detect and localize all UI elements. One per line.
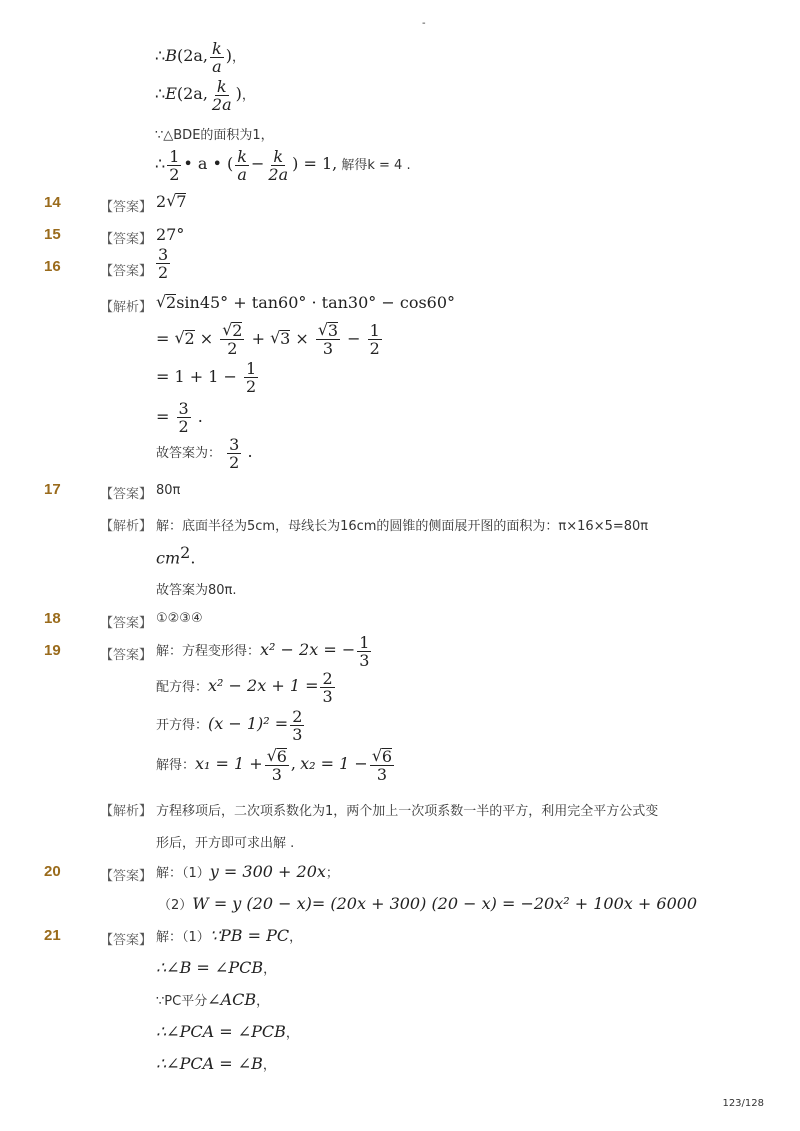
- q16-conclusion: 故答案为： $\frac{3}{2}$ .: [156, 435, 253, 472]
- q21-line-5: ∴∠PCA = ∠B，: [156, 1054, 276, 1073]
- q19-line-2: 配方得：x² − 2x + 1 = $\frac{2}{3}$: [156, 669, 333, 706]
- question-number-15: 15: [44, 226, 61, 243]
- math-text: ) = 1,: [292, 154, 338, 173]
- q17-analysis-2: $cm^2$.: [156, 543, 196, 568]
- prev-line-1: [155, 40, 245, 75]
- fraction: $\frac{k}{2a}$: [211, 77, 232, 114]
- question-number-18: 18: [44, 610, 61, 627]
- answer-tag: 【答案】: [100, 869, 153, 884]
- q17-conclusion: 故答案为80π.: [156, 583, 237, 598]
- answer-tag: 【答案】: [100, 487, 153, 502]
- q20-line-1: 解：（1）y = 300 + 20x；: [156, 862, 339, 881]
- prev-line-2: [155, 78, 255, 113]
- therefore-symbol: ∴: [155, 154, 166, 173]
- coord-text: (2a,: [176, 46, 208, 65]
- answer-16: $\frac{3}{2}$: [158, 245, 169, 282]
- question-number-20: 20: [44, 863, 61, 880]
- q16-step-4: = $\frac{3}{2}$ .: [156, 399, 203, 436]
- coord-text: (2a,: [176, 84, 208, 103]
- analysis-tag: 【解析】: [100, 519, 153, 534]
- q19-line-4: 解得：x₁ = 1 + √ $\frac{6}{3}$ , x₂ = 1 − √ $\frac{6}{3}$: [156, 748, 396, 783]
- q21-line-1: 解：（1）∵PB = PC，: [156, 926, 303, 945]
- answer-15: 27°: [156, 225, 185, 244]
- punct: ，: [231, 50, 245, 65]
- q21-line-3: ∵PC平分∠ACB，: [156, 990, 270, 1009]
- question-number-17: 17: [44, 481, 61, 498]
- minus: −: [251, 154, 265, 173]
- answer-tag: 【答案】: [100, 616, 153, 631]
- answer-tag: 【答案】: [100, 232, 153, 247]
- q19-analysis-2: 形后，开方即可求出解 .: [156, 836, 295, 851]
- conclusion-text: 解得k = 4 .: [337, 158, 411, 173]
- point-label: E: [165, 84, 177, 103]
- answer-tag: 【答案】: [100, 200, 153, 215]
- question-number-16: 16: [44, 258, 61, 275]
- q16-step-3: = 1 + 1 − $\frac{1}{2}$: [156, 359, 257, 396]
- q19-line-3: 开方得：(x − 1)² = $\frac{2}{3}$: [156, 707, 303, 744]
- analysis-tag: 【解析】: [100, 804, 153, 819]
- q21-line-2: ∴∠B = ∠PCB，: [156, 958, 277, 977]
- answer-17: 80π: [156, 483, 181, 498]
- punct: ，: [241, 88, 255, 103]
- answer-14: 2√ 7: [156, 192, 186, 211]
- question-number-19: 19: [44, 642, 61, 659]
- answer-18: ①②③④: [156, 611, 203, 626]
- prev-line-4: [155, 148, 411, 183]
- question-number-14: 14: [44, 194, 61, 211]
- fraction: $\frac{1}{2}$: [169, 147, 180, 184]
- answer-tag: 【答案】: [100, 648, 153, 663]
- prev-line-3: ∵△BDE的面积为1，: [155, 128, 274, 143]
- point-label: B: [165, 46, 177, 65]
- answer-tag: 【答案】: [100, 264, 153, 279]
- fraction: $\frac{k}{a}$: [212, 39, 222, 76]
- q20-line-2: （2）W = y (20 − x)= (20x + 300) (20 − x) = −20x² + 100x + 6000: [158, 894, 698, 913]
- q19-analysis-1: 方程移项后，二次项系数化为1，两个加上一次项系数一半的平方，利用完全平方公式变: [156, 804, 659, 819]
- therefore-symbol: ∴: [155, 46, 166, 65]
- answer-tag: 【答案】: [100, 933, 153, 948]
- top-mark: -: [422, 18, 426, 29]
- q16-step-2: = √ 2 × √ $\frac{2}{2}$ + √ 3 × √ $\frac{3}{3}$ − $\frac{1}{2}$: [156, 322, 384, 357]
- math-text: • a • (: [183, 154, 234, 173]
- therefore-symbol: ∴: [155, 84, 166, 103]
- fraction: $\frac{k}{2a}$: [268, 147, 289, 184]
- q17-analysis-1: 解：底面半径为5cm，母线长为16cm的圆锥的侧面展开图的面积为：π×16×5=80π: [156, 519, 649, 534]
- coord-text: ): [235, 84, 242, 103]
- coord-text: ): [225, 46, 232, 65]
- q19-line-1: 解：方程变形得：x² − 2x = − $\frac{1}{3}$: [156, 633, 370, 670]
- question-number-21: 21: [44, 927, 61, 944]
- fraction: $\frac{k}{a}$: [237, 147, 247, 184]
- page-number: 123/128: [722, 1098, 764, 1109]
- analysis-tag: 【解析】: [100, 300, 153, 315]
- q16-step-1: √ 2sin45° + tan60° · tan30° − cos60°: [156, 293, 455, 312]
- q21-line-4: ∴∠PCA = ∠PCB，: [156, 1022, 299, 1041]
